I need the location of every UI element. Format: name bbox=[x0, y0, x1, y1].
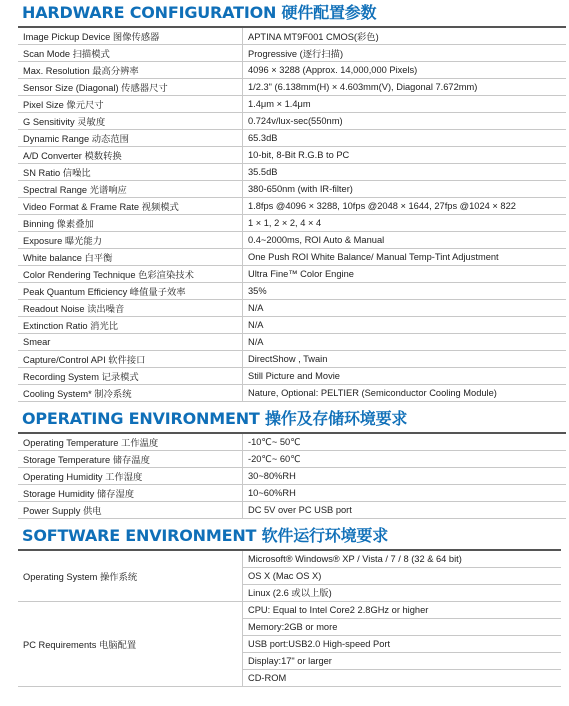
spec-value: APTINA MT9F001 CMOS(彩色) bbox=[243, 27, 567, 45]
spec-value: 1.8fps @4096 × 3288, 10fps @2048 × 1644, 27fps @1024 × 822 bbox=[243, 198, 567, 215]
software-title: SOFTWARE ENVIRONMENT 软件运行环境要求 bbox=[22, 526, 388, 545]
table-row-os bbox=[18, 550, 561, 602]
table-row bbox=[18, 485, 566, 502]
pc-value: USB port:USB2.0 High-speed Port bbox=[243, 636, 561, 653]
table-row bbox=[18, 266, 566, 283]
table-row bbox=[18, 27, 566, 45]
spec-value: 65.3dB bbox=[243, 130, 567, 147]
spec-value: 1.4μm × 1.4μm bbox=[243, 96, 567, 113]
spec-label: Power Supply 供电 bbox=[18, 502, 243, 519]
hardware-title: HARDWARE CONFIGURATION 硬件配置参数 bbox=[22, 3, 377, 22]
table-row bbox=[18, 385, 566, 402]
spec-value: N/A bbox=[243, 317, 567, 334]
spec-value: DC 5V over PC USB port bbox=[243, 502, 567, 519]
table-row bbox=[18, 451, 566, 468]
os-value: OS X (Mac OS X) bbox=[243, 568, 561, 585]
spec-label: Recording System 记录模式 bbox=[18, 368, 243, 385]
table-row bbox=[18, 45, 566, 62]
os-values bbox=[243, 550, 562, 602]
table-row bbox=[18, 433, 566, 451]
spec-value: 0.724v/lux-sec(550nm) bbox=[243, 113, 567, 130]
spec-value: Still Picture and Movie bbox=[243, 368, 567, 385]
spec-label: Storage Temperature 储存温度 bbox=[18, 451, 243, 468]
os-label: Operating System 操作系统 bbox=[18, 550, 243, 602]
pc-value: Display:17" or larger bbox=[243, 653, 561, 670]
spec-label: Extinction Ratio 消光比 bbox=[18, 317, 243, 334]
table-row bbox=[18, 96, 566, 113]
spec-value: N/A bbox=[243, 300, 567, 317]
spec-label: Color Rendering Technique 色彩渲染技术 bbox=[18, 266, 243, 283]
pc-values bbox=[243, 602, 562, 687]
spec-label: Max. Resolution 最高分辨率 bbox=[18, 62, 243, 79]
spec-value: 1 × 1, 2 × 2, 4 × 4 bbox=[243, 215, 567, 232]
spec-label: Pixel Size 像元尺寸 bbox=[18, 96, 243, 113]
table-row-pc bbox=[18, 602, 561, 687]
table-row bbox=[18, 147, 566, 164]
table-row bbox=[18, 368, 566, 385]
spec-value: N/A bbox=[243, 334, 567, 351]
spec-value: DirectShow , Twain bbox=[243, 351, 567, 368]
table-row bbox=[18, 468, 566, 485]
pc-value: CPU: Equal to Intel Core2 2.8GHz or higher bbox=[243, 602, 561, 619]
spec-value: Progressive (逐行扫描) bbox=[243, 45, 567, 62]
table-row bbox=[18, 300, 566, 317]
spec-label: Readout Noise 读出噪音 bbox=[18, 300, 243, 317]
os-value: Linux (2.6 或以上版) bbox=[248, 588, 332, 598]
spec-label: Scan Mode 扫描模式 bbox=[18, 45, 243, 62]
table-row bbox=[18, 351, 566, 368]
table-row bbox=[18, 198, 566, 215]
spec-value: -20℃~ 60℃ bbox=[243, 451, 567, 468]
spec-label: G Sensitivity 灵敏度 bbox=[18, 113, 243, 130]
spec-value: 35.5dB bbox=[243, 164, 567, 181]
spec-value: -10℃~ 50℃ bbox=[243, 433, 567, 451]
spec-label: White balance 白平衡 bbox=[18, 249, 243, 266]
os-value: Microsoft® Windows® XP / Vista / 7 / 8 (32 & 64 bit) bbox=[243, 551, 561, 568]
table-row bbox=[18, 62, 566, 79]
spec-label: Spectral Range 光谱响应 bbox=[18, 181, 243, 198]
spec-value: 10~60%RH bbox=[243, 485, 567, 502]
pc-value: CD-ROM bbox=[248, 673, 287, 683]
table-row bbox=[18, 215, 566, 232]
table-row bbox=[18, 164, 566, 181]
spec-label: Storage Humidity 储存湿度 bbox=[18, 485, 243, 502]
spec-value: 30~80%RH bbox=[243, 468, 567, 485]
spec-label: Cooling System* 制冷系统 bbox=[18, 385, 243, 402]
table-row bbox=[18, 502, 566, 519]
operating-title: OPERATING ENVIRONMENT 操作及存储环境要求 bbox=[22, 409, 408, 428]
table-row bbox=[18, 283, 566, 300]
hardware-table bbox=[18, 26, 566, 402]
table-row bbox=[18, 317, 566, 334]
table-row bbox=[18, 232, 566, 249]
spec-value: 0.4~2000ms, ROI Auto & Manual bbox=[243, 232, 567, 249]
spec-value: 380-650nm (with IR-filter) bbox=[243, 181, 567, 198]
spec-label: Operating Temperature 工作温度 bbox=[18, 433, 243, 451]
spec-label: SN Ratio 信噪比 bbox=[18, 164, 243, 181]
table-row bbox=[18, 181, 566, 198]
table-row bbox=[18, 130, 566, 147]
spec-value: One Push ROI White Balance/ Manual Temp-Tint Adjustment bbox=[243, 249, 567, 266]
spec-label: Sensor Size (Diagonal) 传感器尺寸 bbox=[18, 79, 243, 96]
spec-value: 1/2.3" (6.138mm(H) × 4.603mm(V), Diagonal 7.672mm) bbox=[243, 79, 567, 96]
table-row bbox=[18, 79, 566, 96]
operating-table bbox=[18, 432, 566, 519]
spec-label: Dynamic Range 动态范围 bbox=[18, 130, 243, 147]
spec-label: A/D Converter 模数转换 bbox=[18, 147, 243, 164]
spec-label: Peak Quantum Efficiency 峰值量子效率 bbox=[18, 283, 243, 300]
spec-label: Binning 像素叠加 bbox=[18, 215, 243, 232]
spec-value: Ultra Fine™ Color Engine bbox=[243, 266, 567, 283]
spec-label: Video Format & Frame Rate 视频模式 bbox=[18, 198, 243, 215]
spec-value: 4096 × 3288 (Approx. 14,000,000 Pixels) bbox=[243, 62, 567, 79]
spec-value: 10-bit, 8-Bit R.G.B to PC bbox=[243, 147, 567, 164]
table-row bbox=[18, 249, 566, 266]
spec-label: Smear bbox=[18, 334, 243, 351]
pc-value: Memory:2GB or more bbox=[243, 619, 561, 636]
spec-value: Nature, Optional: PELTIER (Semiconductor Cooling Module) bbox=[243, 385, 567, 402]
software-table bbox=[18, 549, 561, 687]
spec-label: Exposure 曝光能力 bbox=[18, 232, 243, 249]
pc-label: PC Requirements 电脑配置 bbox=[18, 602, 243, 687]
spec-label: Operating Humidity 工作湿度 bbox=[18, 468, 243, 485]
table-row bbox=[18, 334, 566, 351]
spec-value: 35% bbox=[243, 283, 567, 300]
spec-label: Image Pickup Device 图像传感器 bbox=[18, 27, 243, 45]
spec-label: Capture/Control API 软件接口 bbox=[18, 351, 243, 368]
table-row bbox=[18, 113, 566, 130]
